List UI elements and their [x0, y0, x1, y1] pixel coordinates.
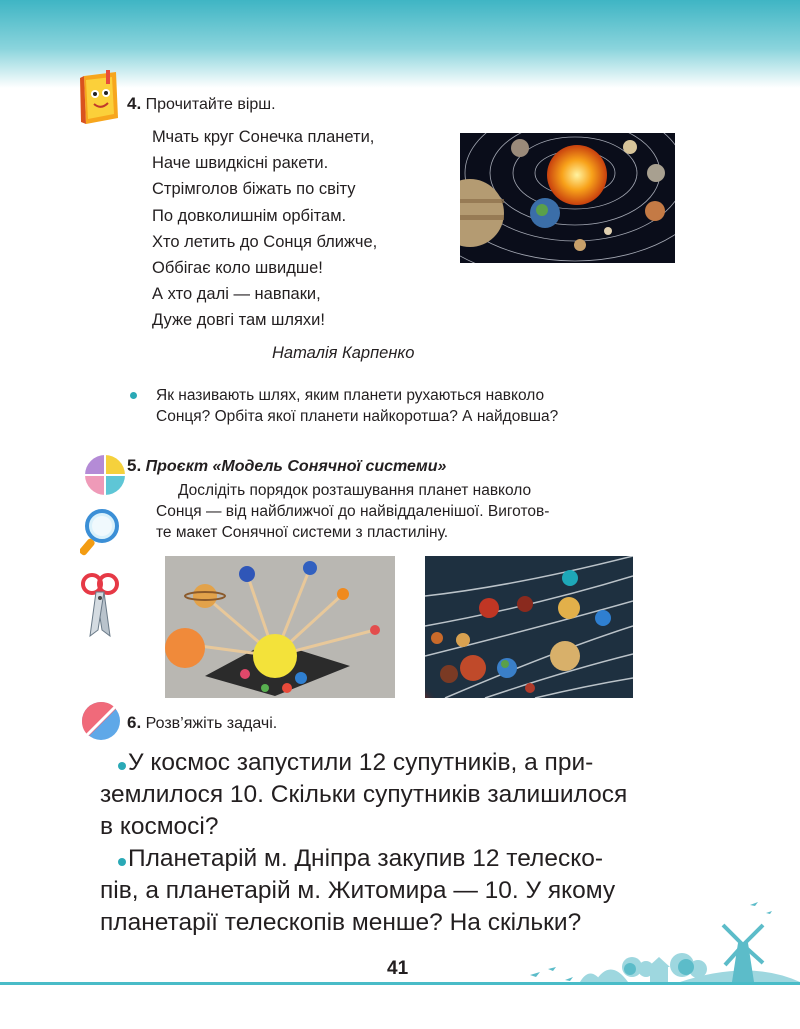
task6-number: 6. — [127, 713, 142, 732]
poem-author: Наталія Карпенко — [272, 344, 415, 362]
problem1-line: в космосі? — [100, 813, 219, 840]
problem2-line: планетарії телескопів менше? На скільки? — [100, 909, 582, 936]
question-line: Сонця? Орбіта якої планети найкоротша? А найдовша? — [156, 408, 559, 425]
bullet-icon — [130, 392, 137, 399]
task5-title: Проєкт «Модель Сонячної системи» — [145, 458, 447, 475]
poem-line: Хто летить до Сонця ближче, — [152, 232, 378, 251]
eraser-icon — [80, 700, 122, 742]
planets-plasticine-photo — [425, 556, 633, 698]
scissors-icon — [80, 572, 120, 640]
poem-line: Стрімголов біжать по світу — [152, 180, 356, 199]
book-mascot-icon — [76, 70, 122, 126]
poem-line: Оббігає коло швидше! — [152, 259, 323, 278]
footer-line — [0, 982, 800, 985]
task5-text — [156, 480, 676, 543]
poem-line: Мчать круг Сонечка планети, — [152, 128, 375, 146]
solar-system-image — [460, 133, 675, 263]
question-line: Як називають шлях, яким планети рухаються навколо — [156, 387, 545, 404]
color-wheel-icon — [84, 454, 126, 496]
problem1-line: землилося 10. Скільки супутників залишилося — [100, 781, 628, 808]
task5-number: 5. — [127, 456, 142, 475]
page-number: 41 — [387, 958, 409, 979]
poem-line: А хто далі — навпаки, — [152, 285, 321, 304]
task4-title: Прочитайте вірш. — [145, 96, 276, 113]
poem-line: Дуже довгі там шляхи! — [152, 311, 325, 330]
poem-line: Наче швидкісні ракети. — [152, 154, 329, 173]
task6-title: Розв’яжіть задачі. — [145, 715, 278, 732]
task4-number: 4. — [127, 94, 142, 113]
task4-question — [156, 385, 676, 427]
windmill-landscape-icon — [520, 895, 800, 985]
problem2-line: пів, а планетарій м. Житомира — 10. У якому — [100, 877, 616, 904]
problem1-line: У космос запустили 12 супутників, а при- — [128, 749, 594, 776]
task4-header — [127, 94, 276, 114]
task5-line: Дослідіть порядок розташування планет навколо — [178, 482, 532, 499]
task5-header — [127, 456, 446, 476]
task5-line: те макет Сонячної системи з пластиліну. — [156, 524, 449, 541]
problem-1 — [100, 747, 690, 843]
task5-line: Сонця — від найближчої до найвіддаленішої. Виготов- — [156, 503, 550, 520]
magnifier-icon — [80, 508, 120, 558]
task6-header — [127, 713, 277, 733]
solar-model-photo — [165, 556, 395, 698]
poem — [152, 124, 452, 334]
problem2-line: Планетарій м. Дніпра закупив 12 телеско- — [128, 845, 603, 872]
poem-line: По довколишнім орбітам. — [152, 206, 347, 225]
